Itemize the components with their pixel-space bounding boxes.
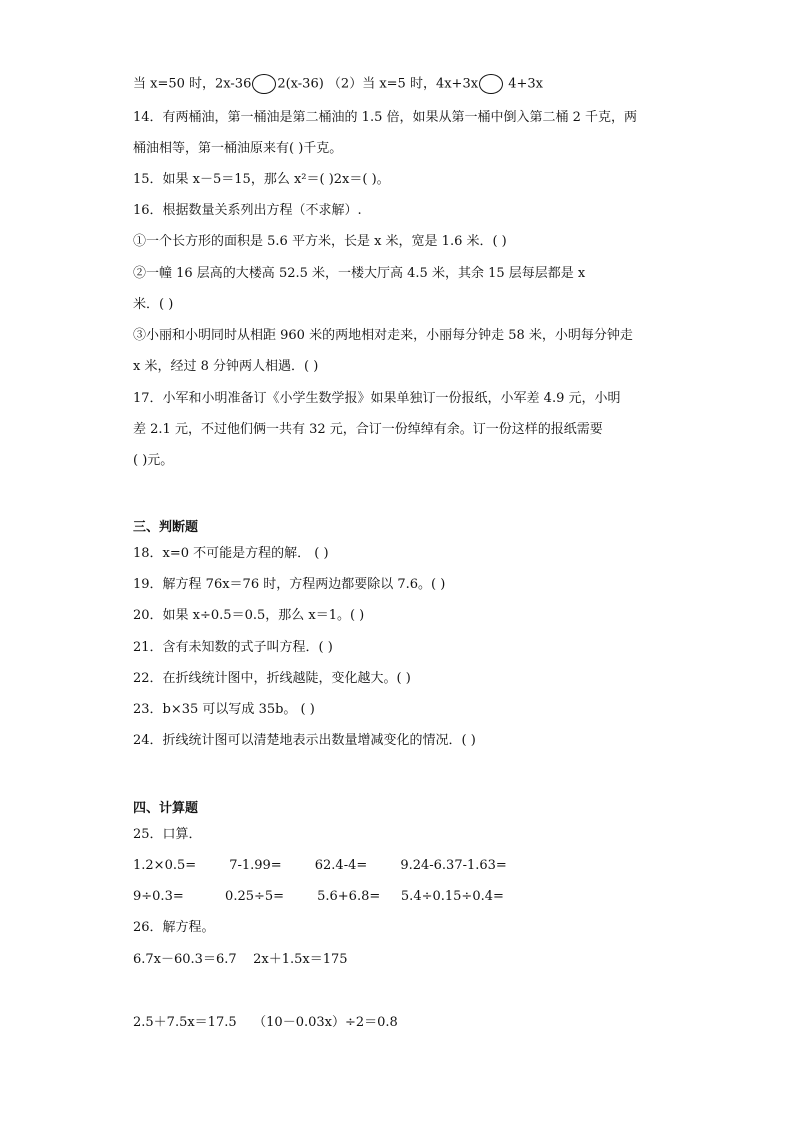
q17-line1: 17．小军和小明准备订《小学生数学报》如果单独订一份报纸，小军差 4.9 元，小明 bbox=[133, 391, 621, 406]
equation-row-1: 6.7x－60.3＝6.7 2x＋1.5x＝175 bbox=[133, 952, 348, 967]
q17-line2: 差 2.1 元，不过他们俩一共有 32 元，合订一份绰绰有余。订一份这样的报纸需要 bbox=[133, 422, 603, 437]
equation-row-2: 2.5＋7.5x＝17.5 （10－0.03x）÷2＝0.8 bbox=[133, 1015, 398, 1030]
q16-item3-line2: x 米，经过 8 分钟两人相遇．( ) bbox=[133, 359, 319, 374]
q14-line2: 桶油相等，第一桶油原来有( )千克。 bbox=[133, 141, 343, 156]
q15-line: 15．如果 x－5＝15，那么 x²＝( )2x＝( )。 bbox=[133, 172, 390, 187]
q16-item3-line1: ③小丽和小明同时从相距 960 米的两地相对走来，小丽每分钟走 58 米，小明每分钟走 bbox=[133, 328, 633, 343]
q13-part2: 2(x-36) （2）当 x=5 时，4x+3x bbox=[277, 76, 479, 92]
q26-line: 26．解方程。 bbox=[133, 920, 215, 935]
q22-line: 22．在折线统计图中，折线越陡，变化越大。( ) bbox=[133, 671, 411, 686]
q16-line: 16．根据数量关系列出方程（不求解）. bbox=[133, 203, 362, 218]
q13-line bbox=[133, 74, 543, 94]
calc-row-1: 1.2×0.5= 7-1.99= 62.4-4= 9.24-6.37-1.63= bbox=[133, 858, 507, 873]
q19-line: 19．解方程 76x＝76 时，方程两边都要除以 7.6。( ) bbox=[133, 577, 446, 592]
section-4-heading: 四、计算题 bbox=[133, 801, 199, 816]
q25-line: 25．口算． bbox=[133, 827, 202, 842]
q16-item2-line2: 米．( ) bbox=[133, 297, 174, 312]
compare-oval-1[interactable] bbox=[252, 74, 276, 94]
q14-line1: 14．有两桶油，第一桶油是第二桶油的 1.5 倍，如果从第一桶中倒入第二桶 2 千克，两 bbox=[133, 110, 638, 125]
q23-line: 23．b×35 可以写成 35b。 ( ) bbox=[133, 702, 315, 717]
section-3-heading: 三、判断题 bbox=[133, 520, 199, 535]
calc-row-2: 9÷0.3= 0.25÷5= 5.6+6.8= 5.4÷0.15÷0.4= bbox=[133, 889, 504, 904]
q20-line: 20．如果 x÷0.5＝0.5，那么 x＝1。( ) bbox=[133, 608, 365, 623]
q21-line: 21．含有未知数的式子叫方程．( ) bbox=[133, 640, 333, 655]
q13-part1: 当 x=50 时，2x-36 bbox=[133, 76, 252, 92]
q18-line: 18．x=0 不可能是方程的解． ( ) bbox=[133, 546, 329, 561]
compare-oval-2[interactable] bbox=[479, 74, 503, 94]
q16-item2-line1: ②一幢 16 层高的大楼高 52.5 米，一楼大厅高 4.5 米，其余 15 层每层都是 x bbox=[133, 266, 586, 281]
q24-line: 24．折线统计图可以清楚地表示出数量增减变化的情况．( ) bbox=[133, 733, 476, 748]
q13-part3: 4+3x bbox=[504, 76, 543, 92]
q17-line3: ( )元。 bbox=[133, 453, 174, 468]
q16-item1: ①一个长方形的面积是 5.6 平方米，长是 x 米，宽是 1.6 米．( ) bbox=[133, 234, 507, 249]
